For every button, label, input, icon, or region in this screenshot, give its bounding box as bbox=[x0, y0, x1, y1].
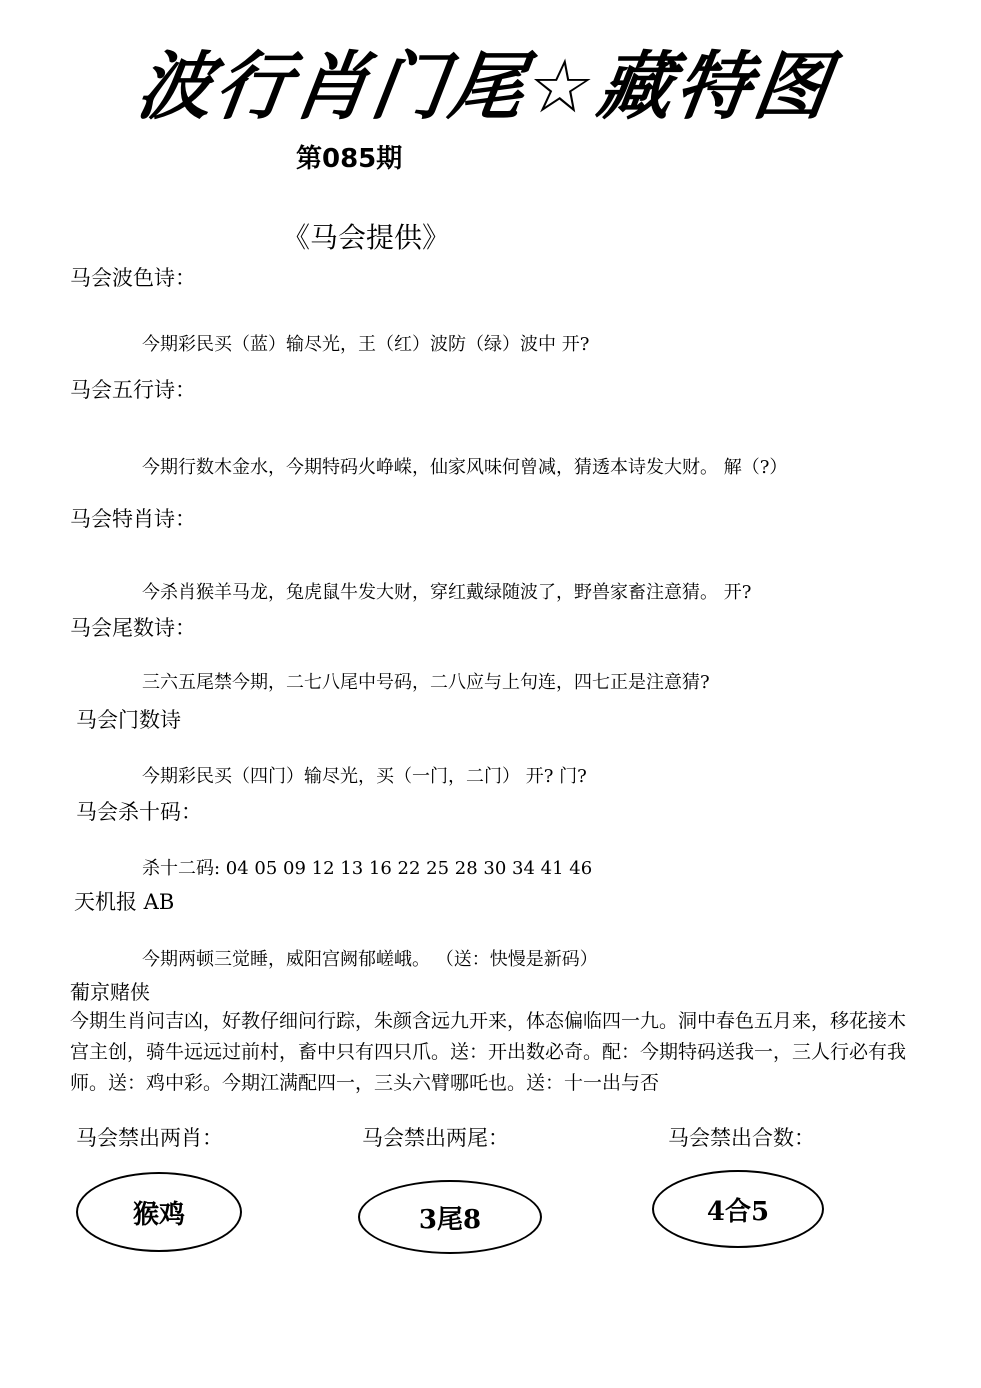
page-title: 波行肖门尾☆藏特图 bbox=[131, 44, 839, 130]
wave-color-verse: 今期彩民买（蓝）输尽光，王（红）波防（绿）波中 开? bbox=[142, 334, 590, 355]
tianji-verse: 今期两顿三觉睡，威阳宫阙郁嵯峨。 （送：快慢是新码） bbox=[142, 949, 598, 970]
five-elements-verse: 今期行数木金水，今期特码火峥嵘，仙家风味何曾减，猜透本诗发大财。 解（?） bbox=[142, 457, 788, 478]
door-number-heading: 马会门数诗 bbox=[76, 708, 181, 732]
banned-tail-label: 马会禁出两尾： bbox=[362, 1126, 509, 1150]
zodiac-heading: 马会特肖诗： bbox=[70, 507, 196, 531]
story-heading: 葡京赌侠 bbox=[70, 980, 150, 1004]
banned-zodiac-value: 猴鸡 bbox=[132, 1199, 185, 1230]
provider-label: 《马会提供》 bbox=[282, 221, 451, 254]
banned-zodiac-label: 马会禁出两肖： bbox=[76, 1126, 223, 1150]
banned-tail-value: 3尾8 bbox=[418, 1204, 482, 1235]
tianji-heading: 天机报 AB bbox=[74, 890, 175, 914]
banned-sum-value: 4合5 bbox=[706, 1196, 770, 1227]
tail-number-verse: 三六五尾禁今期，二七八尾中号码，二八应与上句连，四七正是注意猜? bbox=[142, 672, 710, 693]
story-text: 今期生肖问吉凶，好教仔细问行踪，朱颜含远九开来，体态偏临四一九。洞中春色五月来，移花接木宫主创，骑牛远远过前村，畜中只有四只爪。送：开出数必奇。配：今期特码送我一，三人行必有我师。送：鸡中彩。今期江满配四一，三头六臂哪吒也。送：十一出与否 bbox=[70, 1010, 907, 1094]
five-elements-heading: 马会五行诗： bbox=[70, 378, 196, 402]
kill-ten-verse: 杀十二码: 04 05 09 12 13 16 22 25 28 30 34 41 46 bbox=[142, 858, 593, 879]
door-number-verse: 今期彩民买（四门）输尽光，买（一门，二门） 开? 门? bbox=[142, 766, 587, 787]
kill-ten-heading: 马会杀十码： bbox=[76, 800, 202, 824]
zodiac-verse: 今杀肖猴羊马龙，兔虎鼠牛发大财，穿红戴绿随波了，野兽家畜注意猜。 开? bbox=[142, 582, 752, 603]
wave-color-heading: 马会波色诗： bbox=[70, 266, 196, 290]
banned-sum-oval bbox=[652, 1170, 824, 1248]
banned-sum-label: 马会禁出合数： bbox=[668, 1126, 815, 1150]
tail-number-heading: 马会尾数诗： bbox=[70, 616, 196, 640]
banned-tail-oval bbox=[358, 1180, 542, 1254]
issue-number: 第085期 bbox=[296, 144, 403, 174]
banned-zodiac-oval bbox=[76, 1172, 242, 1252]
